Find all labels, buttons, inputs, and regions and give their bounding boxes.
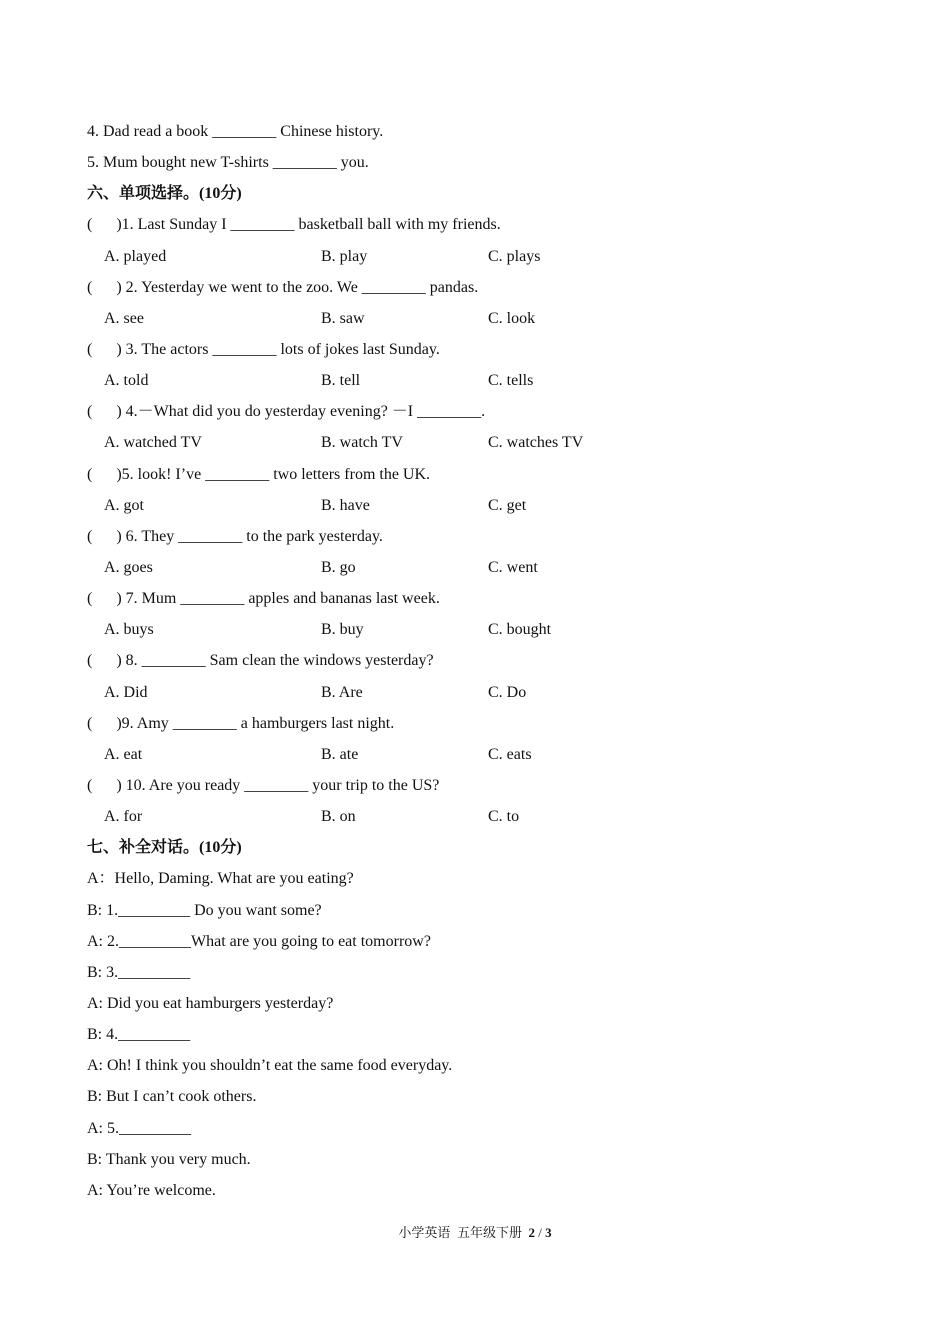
dialogue-line: B: 3._________ (87, 963, 191, 981)
option-b: B. have (321, 496, 370, 514)
option-b: B. tell (321, 372, 361, 390)
option-a: A. buys (104, 621, 154, 639)
question-options (87, 490, 887, 521)
option-b: B. go (321, 558, 356, 576)
question-options (87, 552, 887, 583)
section-7-heading: 七、补全对话。(10分) (87, 839, 242, 857)
option-c: C. bought (488, 621, 552, 639)
dialogue-line: A: Oh! I think you shouldn’t eat the same food everyday. (87, 1057, 453, 1075)
question-stem: ( ) 10. Are you ready ________ your trip to the US? (87, 776, 440, 794)
option-a: A. told (104, 372, 149, 390)
footer-grade: 五年级下册 (456, 1225, 522, 1240)
option-a: A. played (104, 247, 167, 265)
option-a: A. Did (104, 683, 148, 701)
option-c: C. get (488, 496, 527, 514)
dialogue-line: A: You’re welcome. (87, 1181, 216, 1199)
dialogue-line: B: But I can’t cook others. (87, 1088, 257, 1106)
dialogue-line: A: Did you eat hamburgers yesterday? (87, 994, 334, 1012)
page-footer (0, 1222, 950, 1244)
question-stem: ( ) 4.－What did you do yesterday evening? －I ________. (87, 403, 486, 421)
dialogue-line: B: 4._________ (87, 1026, 191, 1044)
question-stem: ( ) 3. The actors ________ lots of jokes last Sunday. (87, 340, 440, 358)
question-options (87, 241, 887, 272)
option-a: A. eat (104, 745, 143, 763)
option-b: B. on (321, 808, 356, 826)
question-stem: ( ) 6. They ________ to the park yesterday. (87, 527, 383, 545)
page-content (87, 116, 887, 1206)
footer-separator: / (538, 1225, 542, 1240)
option-a: A. see (104, 309, 144, 327)
option-b: B. saw (321, 309, 365, 327)
question-stem: ( ) 7. Mum ________ apples and bananas last week. (87, 590, 440, 608)
question-options (87, 614, 887, 645)
question-stem: ( ) 2. Yesterday we went to the zoo. We ________ pandas. (87, 278, 479, 296)
dialogue-line: A: 5._________ (87, 1119, 191, 1137)
section-6-heading: 六、单项选择。(10分) (87, 185, 242, 203)
option-b: B. ate (321, 745, 359, 763)
multiple-choice-list (87, 209, 887, 832)
question-options (87, 365, 887, 396)
option-a: A. for (104, 808, 143, 826)
option-a: A. got (104, 496, 144, 514)
footer-page-number: 2 (528, 1225, 535, 1240)
footer-total-pages: 3 (545, 1225, 552, 1240)
question-options (87, 739, 887, 770)
dialogue-line: B: 1._________ Do you want some? (87, 901, 322, 919)
dialogue-list (87, 863, 887, 1206)
question-options (87, 801, 887, 832)
question-stem: ( )1. Last Sunday I ________ basketball ball with my friends. (87, 216, 501, 234)
option-a: A. watched TV (104, 434, 202, 452)
dialogue-line: B: Thank you very much. (87, 1150, 251, 1168)
question-stem: ( )5. look! I’ve ________ two letters from the UK. (87, 465, 431, 483)
question-options (87, 677, 887, 708)
option-c: C. went (488, 558, 538, 576)
question-stem: ( )9. Amy ________ a hamburgers last night. (87, 714, 395, 732)
option-c: C. Do (488, 683, 527, 701)
option-b: B. play (321, 247, 368, 265)
question-options (87, 427, 887, 458)
footer-subject: 小学英语 (398, 1225, 451, 1240)
question-options (87, 303, 887, 334)
dialogue-line: A：Hello, Daming. What are you eating? (87, 870, 354, 888)
option-c: C. eats (488, 745, 532, 763)
option-c: C. tells (488, 372, 534, 390)
fill-in-item-4: 4. Dad read a book ________ Chinese history. (87, 123, 384, 140)
option-c: C. plays (488, 247, 541, 265)
option-b: B. watch TV (321, 434, 403, 452)
option-b: B. Are (321, 683, 363, 701)
fill-in-item-5: 5. Mum bought new T-shirts ________ you. (87, 154, 369, 172)
option-a: A. goes (104, 558, 153, 576)
option-c: C. watches TV (488, 434, 584, 452)
question-stem: ( ) 8. ________ Sam clean the windows yesterday? (87, 652, 434, 670)
option-c: C. look (488, 309, 536, 327)
dialogue-line: A: 2._________What are you going to eat tomorrow? (87, 932, 431, 950)
option-b: B. buy (321, 621, 364, 639)
option-c: C. to (488, 808, 520, 826)
